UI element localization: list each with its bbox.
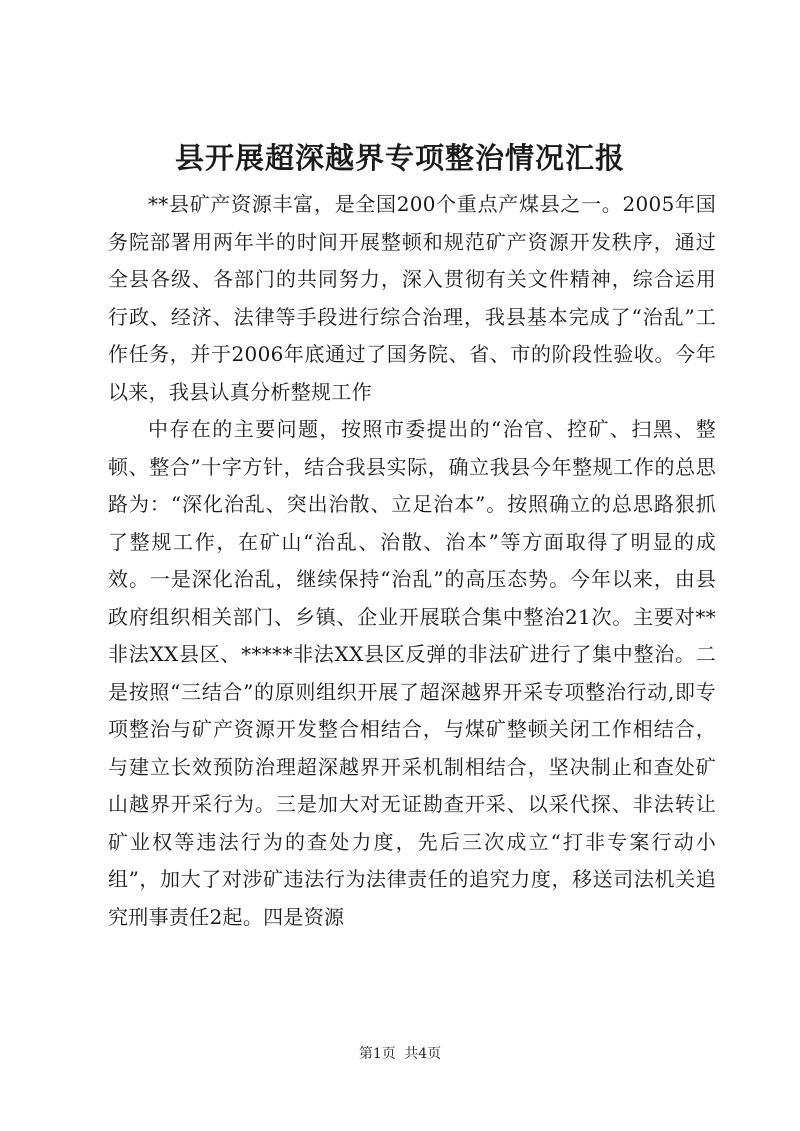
page-total: 共4页 [404,1046,442,1062]
document-title: 县开展超深越界专项整治情况汇报 [174,141,625,175]
paragraph-1: **县矿产资源丰富，是全国200个重点产煤县之一。2005年国务院部署用两年半的时间开展整顿和规范矿产资源开发秩序，通过全县各级、各部门的共同努力，深入贯彻有关文件精神，综合运用行政、经济、法律等手段进行综合治理，我县基本完成了“治乱”工作任务，并于2006年底通过了国务院、省、市的阶段性验收。今年以来，我县认真分析整规工作 [108,192,716,404]
page-number: 第1页 [358,1046,396,1062]
document-body [108,186,716,936]
page-footer [0,1044,800,1064]
paragraph-2: 中存在的主要问题，按照市委提出的“治官、控矿、扫黑、整顿、整合”十字方针，结合我县实际，确立我县今年整规工作的总思路为：“深化治乱、突出治散、立足治本”。按照确立的总思路狠抓了整规工作，在矿山“治乱、治散、治本”等方面取得了明显的成效。一是深化治乱，继续保持“治乱”的高压态势。今年以来，由县政府组织相关部门、乡镇、企业开展联合集中整治21次。主要对**非法XX县区、*****非法XX县区反弹的非法矿进行了集中整治。二是按照“三结合”的原则组织开展了超深越界开采专项整治行动,即专项整治与矿产资源开发整合相结合，与煤矿整顿关闭工作相结合，与建立长效预防治理超深越界开采机制相结合，坚决制止和查处矿山越界开采行为。三是加大对无证勘查开采、以采代探、非法转让矿业权等违法行为的查处力度，先后三次成立“打非专案行动小组”，加大了对涉矿违法行为法律责任的追究力度，移送司法机关追究刑事责任2起。四是资源 [108,417,716,929]
